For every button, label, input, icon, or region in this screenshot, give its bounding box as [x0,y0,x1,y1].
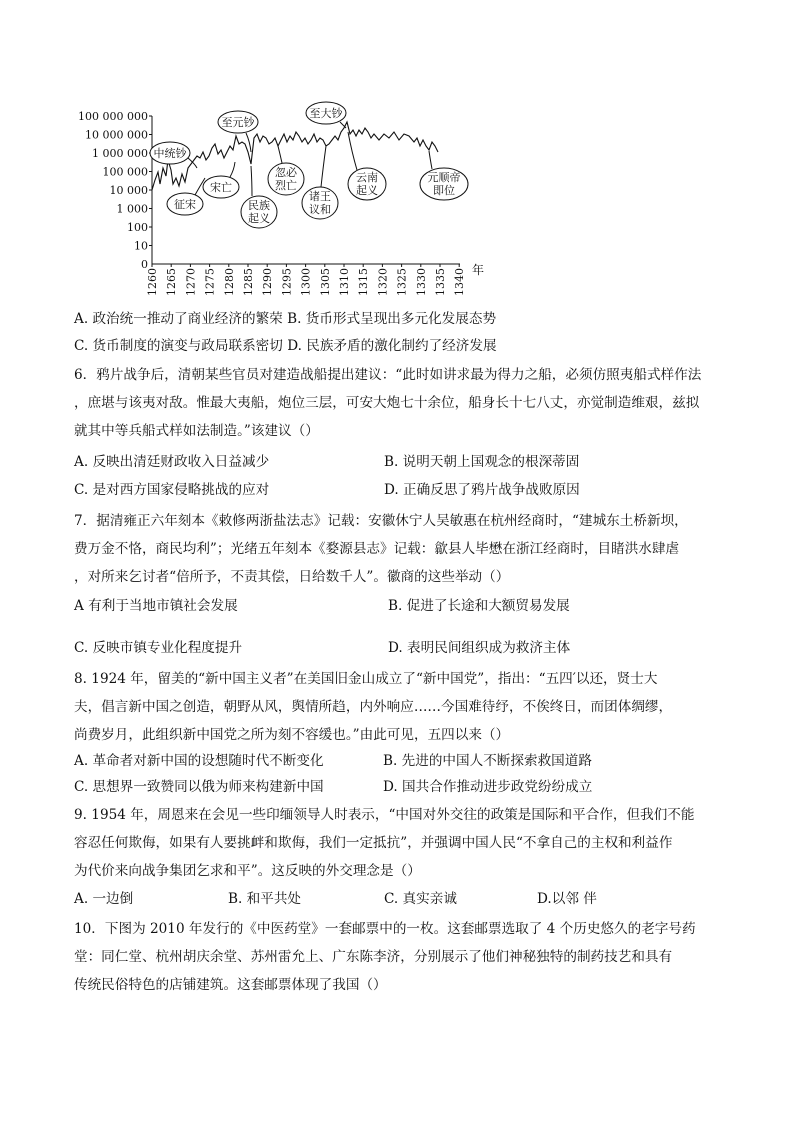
q7-stem [74,507,724,591]
x-tick-label: 1295 [280,268,294,296]
q5-options-cd: C. 货币制度的演变与政局联系密切 D. 民族矛盾的激化制约了经济发展 [74,338,497,354]
q6-stem [74,361,724,445]
y-tick-label: 100 000 000 [78,110,148,123]
q9-option-d: D.以邻 伴 [537,891,597,907]
q7-option-c: C. 反映市镇专业化程度提升 [74,640,243,656]
annotation-shundi-line1: 元顺帝 [427,171,461,184]
q6-option-c: C. 是对西方国家侵略挑战的应对 [74,482,270,498]
annotation-hubilie-line1: 忽必 [275,166,297,179]
x-tick-label: 1285 [242,268,255,296]
q9-option-c: C. 真实亲诚 [384,891,457,907]
annotation-pointer [230,162,235,177]
y-tick-label: 1 000 000 [92,147,148,160]
q6-option-a: A. 反映出清廷财政收入日益减少 [74,454,270,470]
x-tick-label: 1305 [318,268,332,296]
q8-stem-line: 夫，倡言新中国之创造，朝野从风，舆情所趋，内外响应……今国难待纾，不俟终日，而团体绸缪， [74,699,673,715]
annotation-zhongtongchao: 中统钞 [153,147,187,160]
x-tick-label: 1315 [357,268,371,296]
q8-option-a: A. 革命者对新中国的设想随时代不断变化 [74,753,324,769]
annotation-zhengsong: 征宋 [174,198,196,211]
x-tick-label: 1290 [261,268,275,296]
q6-stem-line: 就其中等兵船式样如法制造。”该建议（） [74,423,319,439]
q8-option-c: C. 思想界一致赞同以俄为师来构建新中国 [74,779,324,795]
annotation-zhuwang-line2: 议和 [309,203,331,216]
q8-stem [74,665,724,749]
q9-option-a: A. 一边倒 [74,891,134,907]
annotation-pointer [348,132,357,170]
y-tick-label: 10 000 000 [85,128,148,142]
x-tick-label: 1340 [453,268,467,296]
q9-stem-line: 容忍任何欺侮，如果有人要挑衅和欺侮，我们一定抵抗”，并强调中国人民“不拿自己的主权和利益作 [74,835,673,851]
annotation-shundi-line2: 即位 [433,184,455,197]
y-tick-label: 100 000 [102,165,148,179]
q7-stem-line: 7．据清雍正六年刻本《敕修两浙盐法志》记载：安徽休宁人吴敏惠在杭州经商时，“建城东土桥新坝， [74,513,688,529]
x-tick-label: 1335 [434,268,447,296]
q6-option-b: B. 说明天朝上国观念的根深蒂固 [384,454,580,470]
q6-option-d: D. 正确反思了鸦片战争战败原因 [384,482,580,498]
q8-stem-line: 8. 1924 年，留美的“新中国主义者”在美国旧金山成立了“新中国党”，指出：“五四′以还，贤士大 [74,671,658,687]
currency-chart-svg [60,98,500,298]
x-tick-label: 1260 [146,268,159,296]
x-tick-label: 1320 [376,268,390,296]
annotation-zhiyuanchao: 至元钞 [221,116,255,129]
x-tick-labels [146,264,466,296]
annotation-pointer [429,151,432,169]
y-tick-label: 10 000 [109,184,148,197]
annotation-zhidachao: 至大钞 [309,107,343,120]
y-tick-label: 0 [141,258,148,271]
annotation-yunnan-line2: 起义 [356,184,378,197]
q10-stem [74,915,724,999]
x-tick-label: 1330 [414,268,428,296]
x-tick-label: 1310 [338,268,351,296]
x-tick-label: 1265 [165,268,179,296]
q7-option-d: D. 表明民间组织成为救济主体 [388,640,571,656]
y-tick-label: 100 [127,221,148,234]
q6-stem-line: 6．鸦片战争后，清朝某些官员对建造战船提出建议：“此时如讲求最为得力之船，必须仿照夷船式样作法 [74,367,702,383]
q9-stem [74,801,724,885]
annotation-minzu-line2: 起义 [248,212,270,225]
annotation-hubilie-line2: 烈亡 [275,179,297,192]
q6-stem-line: ，庶堪与该夷对敌。惟最大夷船，炮位三层，可安大炮七十余位，船身长十七八丈，亦觉制造维艰，兹拟 [74,395,700,411]
x-tick-label: 1300 [299,268,313,296]
y-tick-label: 1 000 [116,202,148,216]
q10-stem-line: 堂：同仁堂、杭州胡庆余堂、苏州雷允上、广东陈李济，分别展示了他们神秘独特的制药技艺和具有 [74,949,673,965]
q7-stem-line: ，对所来乞讨者“倍所予，不责其偿，日给数千人”。徽商的这些举动（） [74,569,510,585]
q7-stem-line: 费万金不恪，商民均利”；光绪五年刻本《婺源县志》记载：歙县人毕懋在浙江经商时，目睹洪水肆虐 [74,541,680,557]
x-tick-label: 1275 [203,268,217,296]
q8-stem-line: 尚费岁月，此组织新中国党之所为刻不容缓也。”由此可见，五四以来（） [74,727,510,743]
annotation-zhuwang-line1: 诸王 [309,190,331,203]
q7-option-b: B. 促进了长途和大额贸易发展 [388,598,570,614]
annotation-pointer [278,146,282,163]
x-tick-label: 1270 [184,268,198,296]
annotation-songwang: 宋亡 [210,181,232,194]
currency-chart [60,98,500,298]
q10-stem-line: 传统民俗特色的店铺建筑。这套邮票体现了我国（） [74,977,387,993]
q8-option-b: B. 先进的中国人不断探索救国道路 [383,753,592,769]
q9-option-b: B. 和平共处 [228,891,302,907]
x-unit-label: 年 [472,263,485,277]
q5-options-ab: A. 政治统一推动了商业经济的繁荣 B. 货币形式呈现出多元化发展态势 [74,311,497,327]
q10-stem-line: 10．下图为 2010 年发行的《中医药堂》一套邮票中的一枚。这套邮票选取了 4 个历史悠久的老字号药 [74,921,696,937]
annotation-yunnan-line1: 云南 [356,171,378,184]
annotation-minzu-line1: 民族 [248,199,270,212]
y-tick-label: 10 [134,239,148,253]
q8-option-d: D. 国共合作推动进步政党纷纷成立 [383,779,593,795]
x-tick-label: 1280 [222,268,236,296]
x-tick-label: 1325 [395,268,409,296]
annotation-pointer [251,166,252,196]
q9-stem-line: 9. 1954 年，周恩来在会见一些印缅领导人时表示，“中国对外交往的政策是国际和平合作，但我们不能 [74,807,695,823]
annotation-pointer [321,146,326,187]
q9-stem-line: 为代价来向战争集团乞求和平”。这反映的外交理念是（） [74,863,421,879]
q7-option-a: A 有利于当地市镇社会发展 [74,598,238,614]
